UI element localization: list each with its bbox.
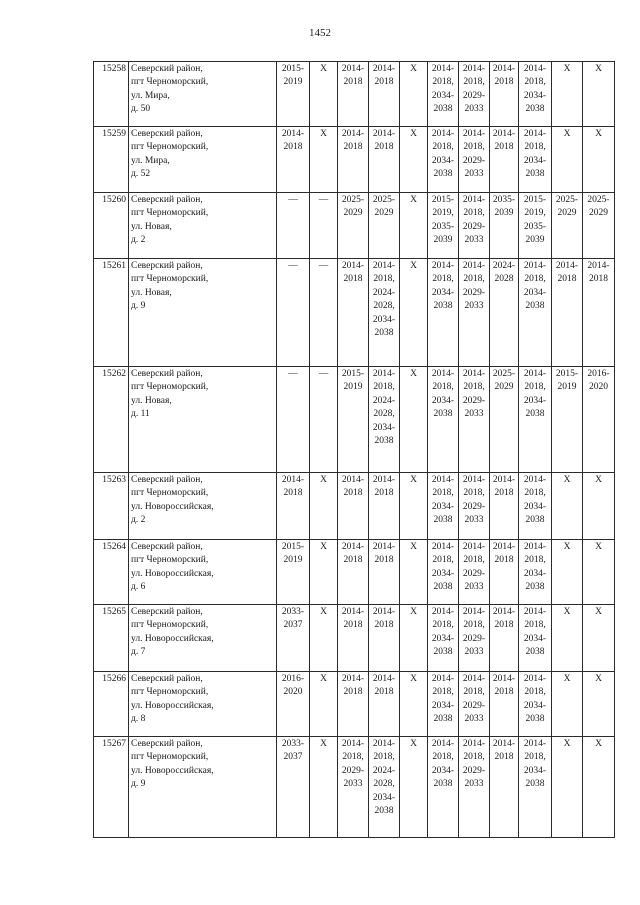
cell-col-9: 2014- 2018, 2034- 2038 bbox=[519, 540, 552, 605]
cell-col-2: X bbox=[310, 473, 338, 540]
row-id: 15260 bbox=[94, 193, 129, 259]
cell-col-11: 2025- 2029 bbox=[583, 193, 615, 259]
cell-col-1: 2033- 2037 bbox=[277, 605, 310, 672]
cell-col-11: X bbox=[583, 605, 615, 672]
cell-col-8: 2014- 2018 bbox=[490, 62, 519, 127]
cell-col-1: 2016- 2020 bbox=[277, 672, 310, 737]
row-address: Северский район, пгт Черноморский, ул. Новороссийская, д. 7 bbox=[129, 605, 277, 672]
cell-col-5: X bbox=[400, 193, 428, 259]
cell-col-6: 2014- 2018, 2034- 2038 bbox=[428, 672, 459, 737]
cell-col-6: 2014- 2018, 2034- 2038 bbox=[428, 540, 459, 605]
row-address: Северский район, пгт Черноморский, ул. Новая, д. 2 bbox=[129, 193, 277, 259]
cell-col-5: X bbox=[400, 367, 428, 473]
cell-col-10: X bbox=[552, 672, 583, 737]
cell-col-11: X bbox=[583, 127, 615, 193]
row-id: 15259 bbox=[94, 127, 129, 193]
cell-col-2: — bbox=[310, 259, 338, 367]
table-row bbox=[94, 672, 615, 737]
cell-col-4: 2014- 2018 bbox=[369, 473, 400, 540]
cell-col-11: 2014- 2018 bbox=[583, 259, 615, 367]
row-address: Северский район, пгт Черноморский, ул. Мира, д. 50 bbox=[129, 62, 277, 127]
cell-col-2: X bbox=[310, 127, 338, 193]
cell-col-10: X bbox=[552, 540, 583, 605]
cell-col-1: 2014- 2018 bbox=[277, 127, 310, 193]
cell-col-9: 2014- 2018, 2034- 2038 bbox=[519, 62, 552, 127]
cell-col-2: — bbox=[310, 367, 338, 473]
cell-col-4: 2014- 2018, 2024- 2028, 2034- 2038 bbox=[369, 259, 400, 367]
cell-col-6: 2014- 2018, 2034- 2038 bbox=[428, 127, 459, 193]
cell-col-5: X bbox=[400, 737, 428, 838]
cell-col-8: 2035- 2039 bbox=[490, 193, 519, 259]
cell-col-3: 2014- 2018 bbox=[338, 605, 369, 672]
row-id: 15266 bbox=[94, 672, 129, 737]
cell-col-7: 2014- 2018, 2029- 2033 bbox=[459, 672, 490, 737]
cell-col-7: 2014- 2018, 2029- 2033 bbox=[459, 259, 490, 367]
cell-col-6: 2015- 2019, 2035- 2039 bbox=[428, 193, 459, 259]
row-address: Северский район, пгт Черноморский, ул. Новая, д. 9 bbox=[129, 259, 277, 367]
cell-col-7: 2014- 2018, 2029- 2033 bbox=[459, 605, 490, 672]
cell-col-7: 2014- 2018, 2029- 2033 bbox=[459, 473, 490, 540]
cell-col-7: 2014- 2018, 2029- 2033 bbox=[459, 193, 490, 259]
cell-col-5: X bbox=[400, 473, 428, 540]
cell-col-6: 2014- 2018, 2034- 2038 bbox=[428, 367, 459, 473]
row-id: 15265 bbox=[94, 605, 129, 672]
cell-col-9: 2014- 2018, 2034- 2038 bbox=[519, 672, 552, 737]
cell-col-4: 2014- 2018 bbox=[369, 672, 400, 737]
cell-col-11: X bbox=[583, 62, 615, 127]
cell-col-7: 2014- 2018, 2029- 2033 bbox=[459, 62, 490, 127]
cell-col-10: 2015- 2019 bbox=[552, 367, 583, 473]
cell-col-3: 2014- 2018 bbox=[338, 473, 369, 540]
cell-col-3: 2014- 2018, 2029- 2033 bbox=[338, 737, 369, 838]
cell-col-6: 2014- 2018, 2034- 2038 bbox=[428, 473, 459, 540]
cell-col-4: 2025- 2029 bbox=[369, 193, 400, 259]
cell-col-8: 2025- 2029 bbox=[490, 367, 519, 473]
cell-col-1: 2015- 2019 bbox=[277, 540, 310, 605]
table-row bbox=[94, 473, 615, 540]
cell-col-10: X bbox=[552, 62, 583, 127]
row-address: Северский район, пгт Черноморский, ул. Мира, д. 52 bbox=[129, 127, 277, 193]
table-row bbox=[94, 62, 615, 127]
cell-col-5: X bbox=[400, 672, 428, 737]
cell-col-5: X bbox=[400, 540, 428, 605]
cell-col-10: 2025- 2029 bbox=[552, 193, 583, 259]
cell-col-3: 2015- 2019 bbox=[338, 367, 369, 473]
cell-col-1: — bbox=[277, 367, 310, 473]
row-id: 15263 bbox=[94, 473, 129, 540]
cell-col-4: 2014- 2018, 2024- 2028, 2034- 2038 bbox=[369, 367, 400, 473]
cell-col-2: X bbox=[310, 540, 338, 605]
cell-col-4: 2014- 2018 bbox=[369, 605, 400, 672]
cell-col-3: 2014- 2018 bbox=[338, 672, 369, 737]
cell-col-11: 2016- 2020 bbox=[583, 367, 615, 473]
cell-col-2: — bbox=[310, 193, 338, 259]
row-id: 15264 bbox=[94, 540, 129, 605]
cell-col-3: 2014- 2018 bbox=[338, 259, 369, 367]
table-row bbox=[94, 605, 615, 672]
table-row bbox=[94, 193, 615, 259]
cell-col-3: 2014- 2018 bbox=[338, 127, 369, 193]
table-row bbox=[94, 737, 615, 838]
cell-col-6: 2014- 2018, 2034- 2038 bbox=[428, 605, 459, 672]
cell-col-4: 2014- 2018, 2024- 2028, 2034- 2038 bbox=[369, 737, 400, 838]
cell-col-9: 2014- 2018, 2034- 2038 bbox=[519, 367, 552, 473]
cell-col-11: X bbox=[583, 540, 615, 605]
cell-col-8: 2014- 2018 bbox=[490, 605, 519, 672]
cell-col-8: 2014- 2018 bbox=[490, 737, 519, 838]
cell-col-5: X bbox=[400, 259, 428, 367]
cell-col-10: 2014- 2018 bbox=[552, 259, 583, 367]
cell-col-8: 2014- 2018 bbox=[490, 672, 519, 737]
cell-col-3: 2014- 2018 bbox=[338, 540, 369, 605]
cell-col-4: 2014- 2018 bbox=[369, 540, 400, 605]
table-row bbox=[94, 367, 615, 473]
cell-col-5: X bbox=[400, 62, 428, 127]
cell-col-4: 2014- 2018 bbox=[369, 62, 400, 127]
cell-col-3: 2025- 2029 bbox=[338, 193, 369, 259]
cell-col-5: X bbox=[400, 127, 428, 193]
row-id: 15261 bbox=[94, 259, 129, 367]
cell-col-7: 2014- 2018, 2029- 2033 bbox=[459, 127, 490, 193]
cell-col-2: X bbox=[310, 737, 338, 838]
registry-table-body bbox=[94, 62, 615, 838]
cell-col-2: X bbox=[310, 62, 338, 127]
row-address: Северский район, пгт Черноморский, ул. Новая, д. 11 bbox=[129, 367, 277, 473]
cell-col-7: 2014- 2018, 2029- 2033 bbox=[459, 737, 490, 838]
cell-col-6: 2014- 2018, 2034- 2038 bbox=[428, 737, 459, 838]
row-address: Северский район, пгт Черноморский, ул. Новороссийская, д. 9 bbox=[129, 737, 277, 838]
cell-col-6: 2014- 2018, 2034- 2038 bbox=[428, 62, 459, 127]
cell-col-2: X bbox=[310, 605, 338, 672]
table-row bbox=[94, 127, 615, 193]
cell-col-9: 2014- 2018, 2034- 2038 bbox=[519, 605, 552, 672]
cell-col-1: 2015- 2019 bbox=[277, 62, 310, 127]
cell-col-7: 2014- 2018, 2029- 2033 bbox=[459, 367, 490, 473]
cell-col-1: 2014- 2018 bbox=[277, 473, 310, 540]
cell-col-10: X bbox=[552, 737, 583, 838]
registry-table bbox=[93, 61, 615, 838]
table-row bbox=[94, 540, 615, 605]
row-id: 15258 bbox=[94, 62, 129, 127]
cell-col-11: X bbox=[583, 737, 615, 838]
cell-col-3: 2014- 2018 bbox=[338, 62, 369, 127]
page-number: 1452 bbox=[309, 27, 331, 39]
cell-col-4: 2014- 2018 bbox=[369, 127, 400, 193]
cell-col-8: 2014- 2018 bbox=[490, 127, 519, 193]
table-row bbox=[94, 259, 615, 367]
cell-col-9: 2014- 2018, 2034- 2038 bbox=[519, 127, 552, 193]
cell-col-8: 2024- 2028 bbox=[490, 259, 519, 367]
row-address: Северский район, пгт Черноморский, ул. Новороссийская, д. 6 bbox=[129, 540, 277, 605]
row-address: Северский район, пгт Черноморский, ул. Новороссийская, д. 2 bbox=[129, 473, 277, 540]
cell-col-1: — bbox=[277, 193, 310, 259]
cell-col-9: 2014- 2018, 2034- 2038 bbox=[519, 737, 552, 838]
cell-col-2: X bbox=[310, 672, 338, 737]
row-id: 15262 bbox=[94, 367, 129, 473]
cell-col-9: 2015- 2019, 2035- 2039 bbox=[519, 193, 552, 259]
cell-col-10: X bbox=[552, 473, 583, 540]
cell-col-6: 2014- 2018, 2034- 2038 bbox=[428, 259, 459, 367]
cell-col-1: 2033- 2037 bbox=[277, 737, 310, 838]
cell-col-10: X bbox=[552, 127, 583, 193]
cell-col-7: 2014- 2018, 2029- 2033 bbox=[459, 540, 490, 605]
cell-col-11: X bbox=[583, 473, 615, 540]
row-id: 15267 bbox=[94, 737, 129, 838]
cell-col-8: 2014- 2018 bbox=[490, 540, 519, 605]
cell-col-9: 2014- 2018, 2034- 2038 bbox=[519, 259, 552, 367]
cell-col-10: X bbox=[552, 605, 583, 672]
cell-col-5: X bbox=[400, 605, 428, 672]
cell-col-9: 2014- 2018, 2034- 2038 bbox=[519, 473, 552, 540]
cell-col-8: 2014- 2018 bbox=[490, 473, 519, 540]
row-address: Северский район, пгт Черноморский, ул. Новороссийская, д. 8 bbox=[129, 672, 277, 737]
cell-col-1: — bbox=[277, 259, 310, 367]
cell-col-11: X bbox=[583, 672, 615, 737]
